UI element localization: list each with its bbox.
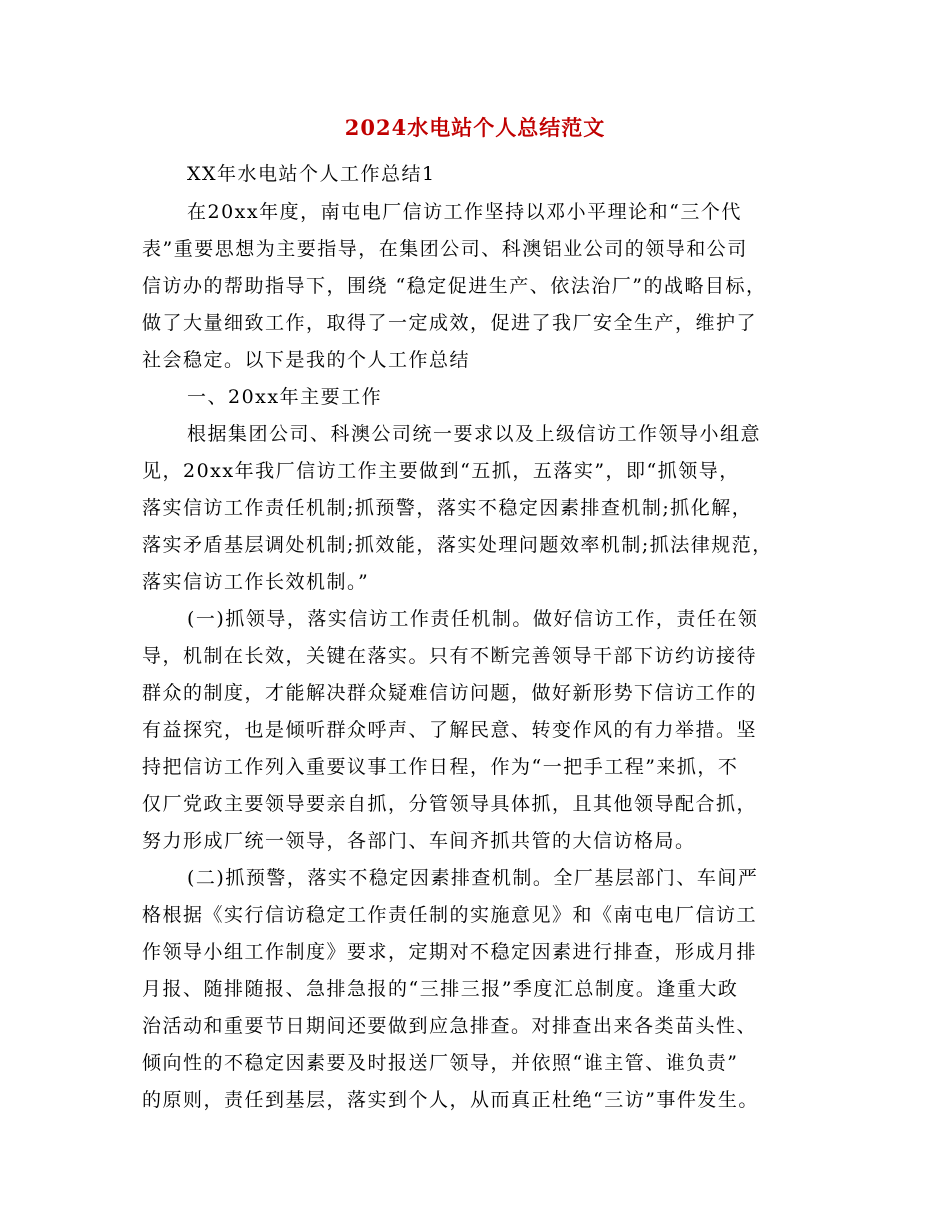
paragraph-line: 根据集团公司、科澳公司统一要求以及上级信访工作领导小组意 [187, 423, 762, 445]
paragraph-line: 社会稳定。以下是我的个人工作总结 [142, 349, 471, 371]
paragraph-line: 格根据《实行信访稳定工作责任制的实施意见》和《南屯电厂信访工 [142, 904, 758, 926]
paragraph-line: 努力形成厂统一领导，各部门、车间齐抓共管的大信访格局。 [142, 830, 696, 852]
paragraph-line: 月报、随排随报、急排急报的“三排三报”季度汇总制度。逢重大政 [142, 978, 739, 1000]
paragraph-line: 做了大量细致工作，取得了一定成效，促进了我厂安全生产，维护了 [142, 312, 758, 334]
paragraph-line: 作领导小组工作制度》要求，定期对不稳定因素进行排查，形成月排 [142, 941, 758, 963]
paragraph-line: 见，20xx年我厂信访工作主要做到“五抓，五落实”，即“抓领导， [142, 460, 740, 482]
paragraph-line: (一)抓领导，落实信访工作责任机制。做好信访工作，责任在领 [187, 608, 759, 630]
paragraph-line: 表”重要思想为主要指导，在集团公司、科澳铝业公司的领导和公司 [142, 238, 748, 260]
paragraph-line: 持把信访工作列入重要议事工作日程，作为“一把手工程”来抓，不 [142, 756, 739, 778]
paragraph-line: 在20xx年度，南屯电厂信访工作坚持以邓小平理论和“三个代 [187, 201, 742, 223]
paragraph-line: (二)抓预警，落实不稳定因素排查机制。全厂基层部门、车间严 [187, 867, 759, 889]
paragraph-line: 导，机制在长效，关键在落实。只有不断完善领导干部下访约访接待 [142, 645, 758, 667]
paragraph-line: 落实矛盾基层调处机制;抓效能，落实处理问题效率机制;抓法律规范， [142, 534, 773, 556]
paragraph-line: 群众的制度，才能解决群众疑难信访问题，做好新形势下信访工作的 [142, 682, 758, 704]
paragraph-line: 仅厂党政主要领导要亲自抓，分管领导具体抓，且其他领导配合抓， [142, 793, 758, 815]
section-heading: 一、20xx年主要工作 [187, 386, 383, 408]
paragraph-line: 的原则，责任到基层，落实到个人，从而真正杜绝“三访”事件发生。 [142, 1089, 759, 1111]
paragraph-line: 落实信访工作责任机制;抓预警，落实不稳定因素排查机制;抓化解， [142, 497, 753, 519]
paragraph-line: 有益探究，也是倾听群众呼声、了解民意、转变作风的有力举措。坚 [142, 719, 758, 741]
document-title: 2024水电站个人总结范文 [344, 115, 606, 140]
paragraph-line: 倾向性的不稳定因素要及时报送厂领导，并依照“谁主管、谁负责” [142, 1052, 739, 1074]
section-heading: XX年水电站个人工作总结1 [187, 163, 436, 185]
paragraph-line: 落实信访工作长效机制。” [142, 571, 370, 593]
paragraph-line: 信访办的帮助指导下，围绕 “稳定促进生产、依法治厂”的战略目标， [142, 275, 767, 297]
paragraph-line: 治活动和重要节日期间还要做到应急排查。对排查出来各类苗头性、 [142, 1015, 758, 1037]
